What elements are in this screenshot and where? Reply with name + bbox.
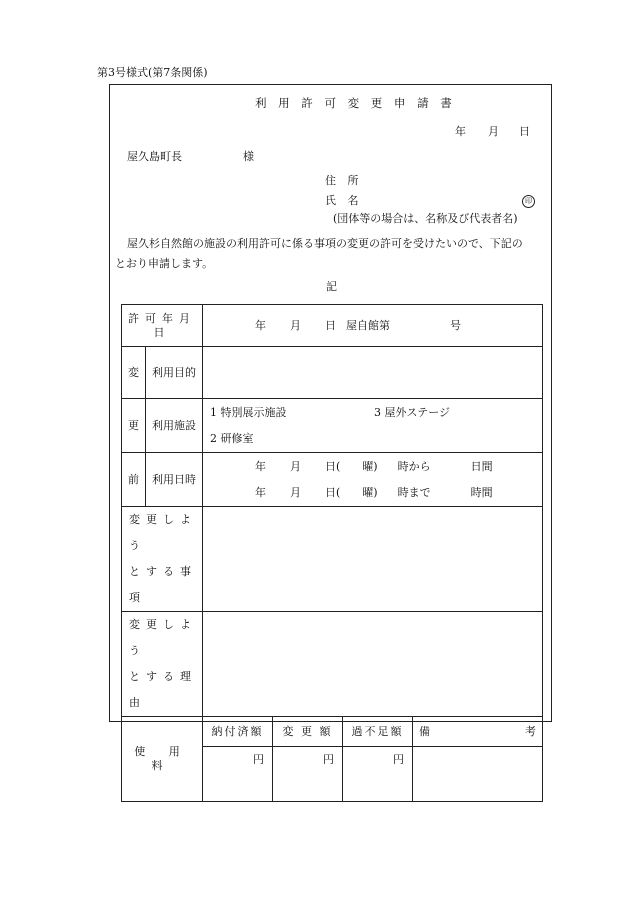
fee-header-row [122, 717, 543, 747]
body-text-line1: 屋久杉自然館の施設の利用許可に係る事項の変更の許可を受けたいので、下記の [127, 237, 523, 250]
permit-date-label: 許可年月日 [122, 305, 203, 347]
body-text-line2: とおり申請します。 [115, 257, 214, 270]
facility-row [122, 399, 543, 453]
fee-header-remarks: 備 考 [413, 717, 543, 747]
seal-mark [522, 194, 535, 208]
permit-day: 日 [325, 318, 336, 332]
form-title: 利 用 許 可 変 更 申 請 書 [255, 96, 456, 110]
datetime-value [203, 453, 543, 507]
change-reason-row [122, 612, 543, 717]
purpose-value[interactable] [203, 347, 543, 399]
address-label: 住 所 [325, 174, 363, 187]
facility-line-1 [210, 400, 542, 426]
datetime-label: 利用日時 [146, 453, 203, 507]
permit-month: 月 [290, 318, 301, 332]
date-month: 月 [488, 125, 499, 138]
ki-heading: 記 [326, 280, 337, 293]
permit-number: 号 [450, 318, 461, 332]
addressee-name: 屋久島町長 [127, 150, 182, 163]
fee-remarks-value[interactable] [413, 747, 543, 802]
change-reason-value[interactable] [203, 612, 543, 717]
applicant-note: (団体等の場合は、名称及び代表者名) [333, 212, 518, 225]
name-label: 氏 名 [325, 194, 363, 207]
change-items-row [122, 507, 543, 612]
purpose-label: 利用目的 [146, 347, 203, 399]
facility-value [203, 399, 543, 453]
permit-year: 年 [255, 318, 266, 332]
permit-date-value [203, 305, 543, 347]
before-label-2: 更 [122, 399, 146, 453]
change-reason-label: 変更しよう とする理由 [122, 612, 203, 717]
fee-header-change: 変 更 額 [273, 717, 343, 747]
before-label-3: 前 [122, 453, 146, 507]
facility-label: 利用施設 [146, 399, 203, 453]
fee-change-value[interactable]: 円 [273, 747, 343, 802]
addressee-honorific: 様 [243, 150, 254, 163]
change-items-label: 変更しよう とする事項 [122, 507, 203, 612]
date-year: 年 [455, 125, 466, 138]
fee-diff-value[interactable]: 円 [343, 747, 413, 802]
datetime-line-2: 年 月 日( 曜) 時まで 時間 [255, 485, 493, 499]
facility-item-3: 3 屋外ステージ [374, 405, 451, 419]
date-day: 日 [519, 125, 530, 138]
datetime-line-1: 年 月 日( 曜) 時から 日間 [255, 459, 493, 473]
datetime-row [122, 453, 543, 507]
before-label-1: 変 [122, 347, 146, 399]
change-items-value[interactable] [203, 507, 543, 612]
permit-date-row [122, 305, 543, 347]
facility-item-1: 1 特別展示施設 [210, 405, 287, 419]
fee-header-paid: 納付済額 [203, 717, 273, 747]
fee-label: 使 用 料 [122, 717, 203, 802]
purpose-row [122, 347, 543, 399]
facility-line-2 [210, 426, 542, 452]
facility-item-2: 2 研修室 [210, 431, 254, 445]
application-table [121, 304, 543, 802]
fee-paid-value[interactable]: 円 [203, 747, 273, 802]
form-number-label: 第3号様式(第7条関係) [97, 66, 208, 79]
permit-prefix: 屋自館第 [346, 318, 390, 332]
fee-header-diff: 過不足額 [343, 717, 413, 747]
seal-icon: 印 [522, 195, 535, 208]
